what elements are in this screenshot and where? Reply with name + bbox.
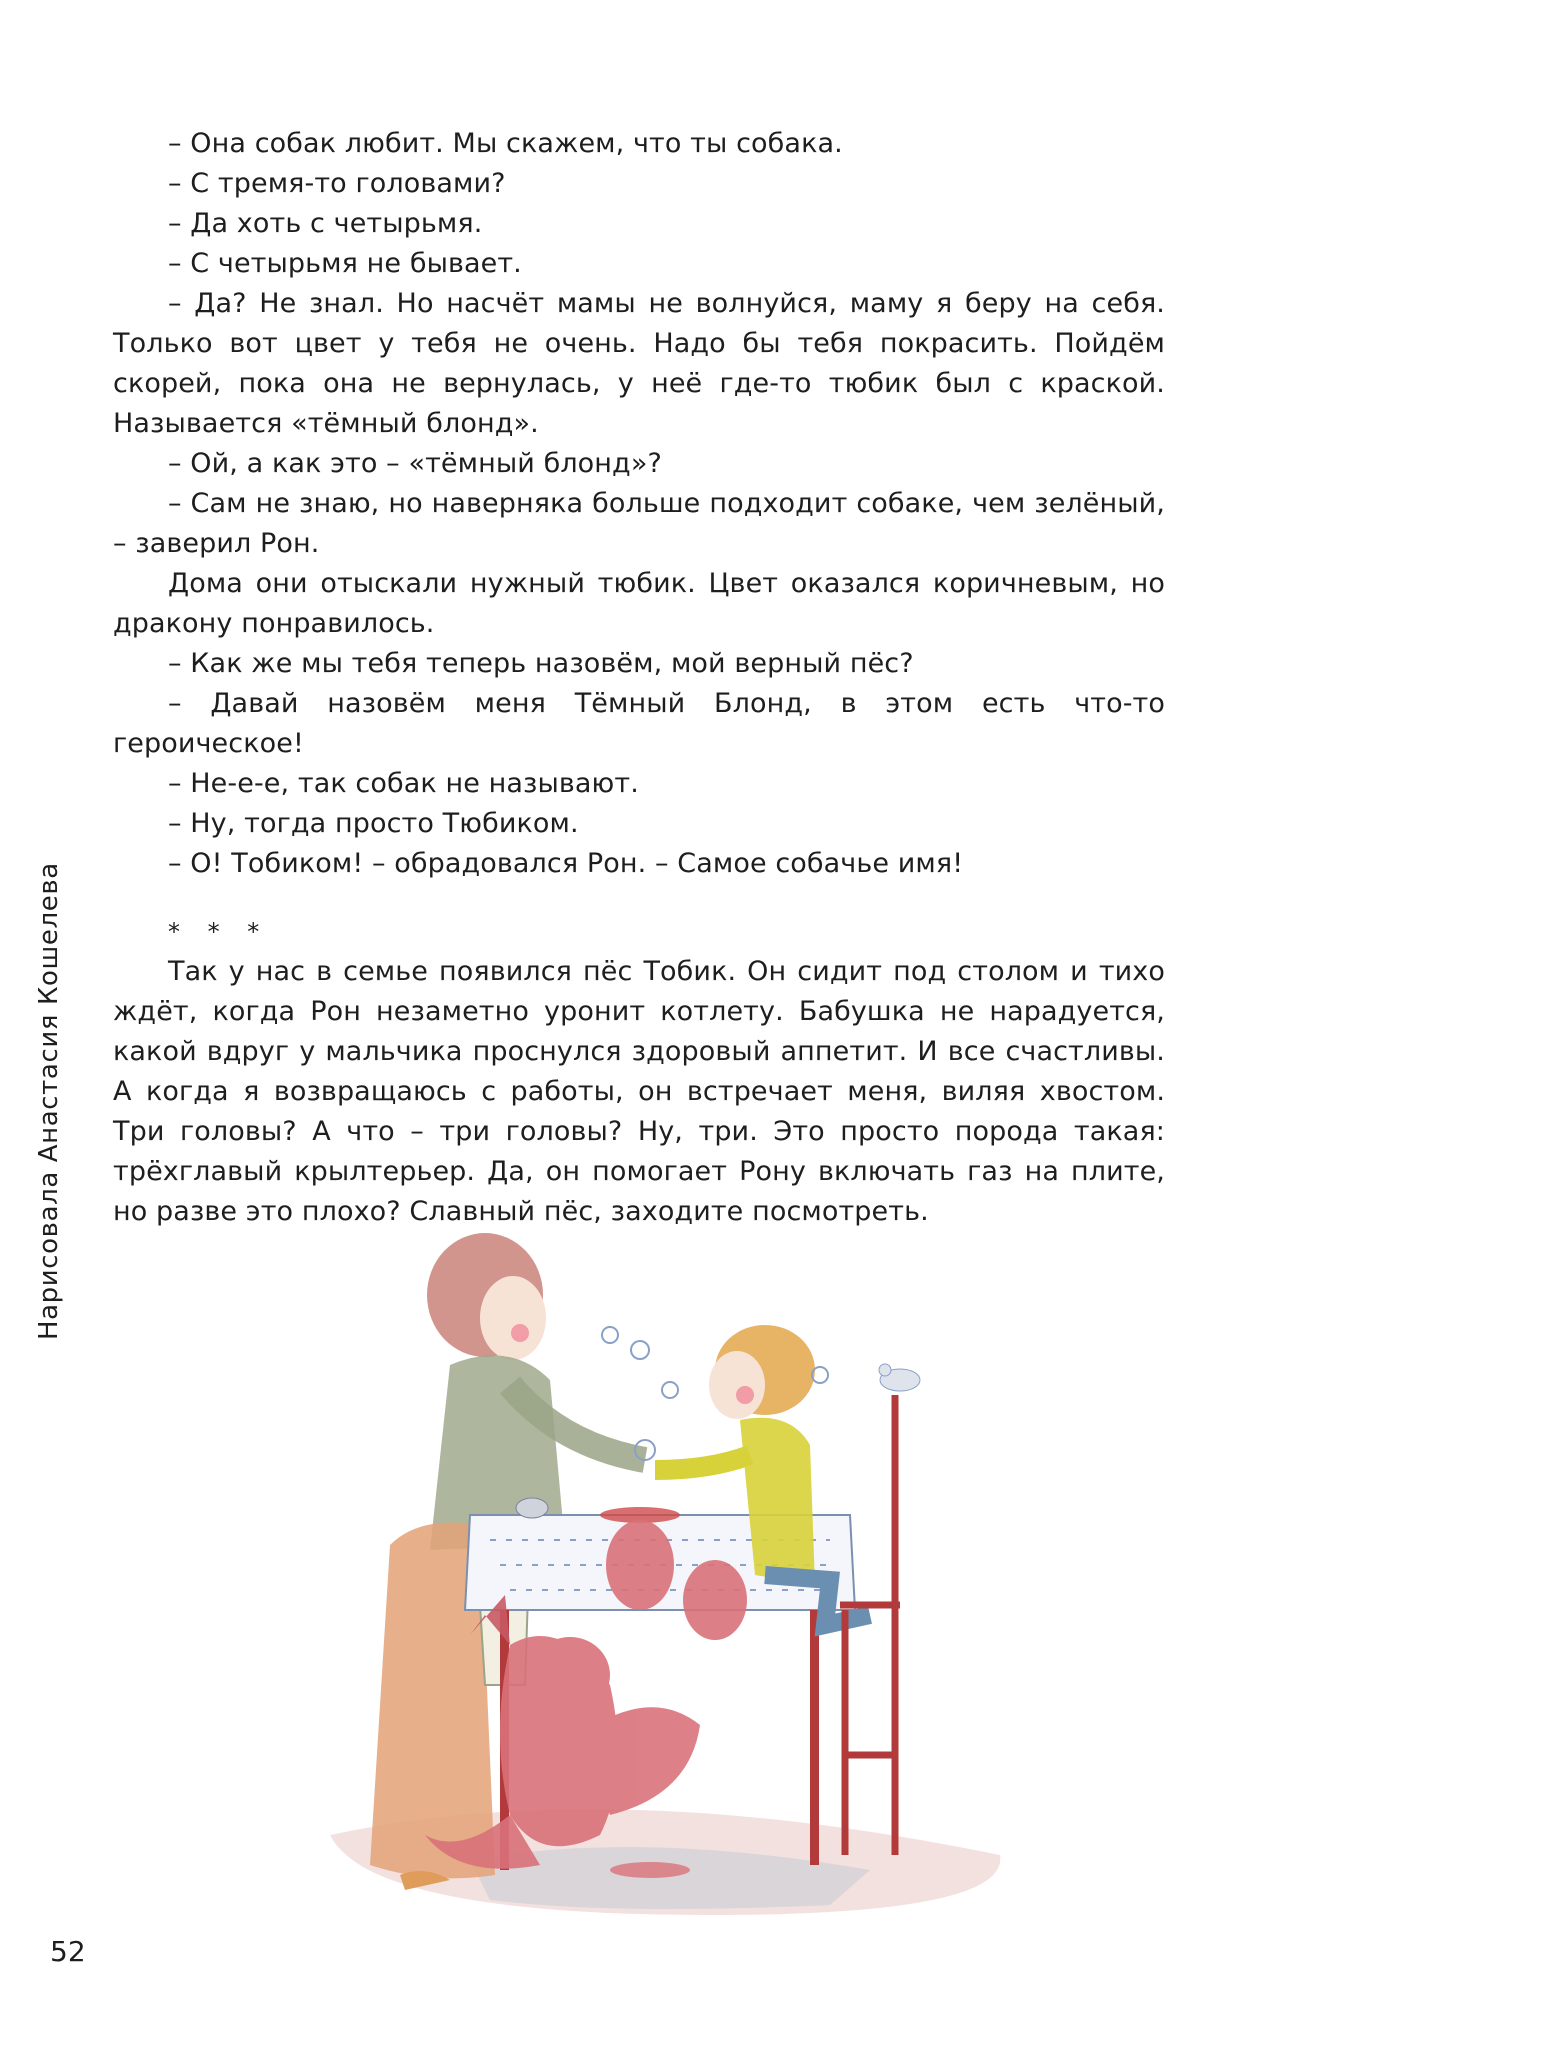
dragon-head-left bbox=[530, 1637, 610, 1713]
table-leg-right bbox=[810, 1610, 819, 1865]
dragon-head-middle bbox=[606, 1520, 674, 1610]
grandma-cheek bbox=[511, 1324, 529, 1342]
sugar-bowl bbox=[516, 1498, 548, 1518]
dialogue-line: – Сам не знаю, но наверняка больше подходит собаке, чем зелёный, – заверил Рон. bbox=[113, 488, 1165, 559]
dialogue-line: – О! Тобиком! – обрадовался Рон. – Самое собачье имя! bbox=[168, 848, 964, 879]
narration-paragraph: Дома они отыскали нужный тюбик. Цвет оказался коричневым, но дракону понравилось. bbox=[113, 568, 1165, 639]
section-separator: * * * bbox=[168, 918, 270, 946]
narration-paragraph: Так у нас в семье появился пёс Тобик. Он сидит под столом и тихо ждёт, когда Рон незаметно уронит котлету. Бабушка не нарадуется, какой вдруг у мальчика проснулся здоровый аппетит. И все счастливы. А когда я возвращаюсь с работы, он встречает меня, виляя хвостом. Три головы? А что – три головы? Ну, три. Это просто порода такая: трёхглавый крылтерьер. Да, он помогает Рону включать газ на плите, но разве это плохо? Славный пёс, заходите посмотреть. bbox=[113, 956, 1165, 1227]
illustration bbox=[310, 1215, 1030, 1915]
boy-arm bbox=[655, 1455, 750, 1470]
page-number: 52 bbox=[50, 1935, 86, 1968]
dragon-head-right bbox=[683, 1560, 747, 1640]
illustrator-credit: Нарисовала Анастасия Кошелева bbox=[34, 862, 64, 1340]
boy-cheek bbox=[736, 1386, 754, 1404]
main-text bbox=[113, 124, 1165, 1232]
dialogue-line: – Не-е-е, так собак не называют. bbox=[168, 768, 639, 799]
floor-plate bbox=[610, 1862, 690, 1878]
dialogue-line: – Давай назовём меня Тёмный Блонд, в этом есть что-то героическое! bbox=[113, 688, 1165, 759]
dialogue-line: – С тремя-то головами? bbox=[168, 168, 506, 199]
dialogue-line: – Ну, тогда просто Тюбиком. bbox=[168, 808, 579, 839]
dialogue-line: – Ой, а как это – «тёмный блонд»? bbox=[168, 448, 662, 479]
dialogue-line: – Да? Не знал. Но насчёт мамы не волнуйся, маму я беру на себя. Только вот цвет у тебя не очень. Надо бы тебя покрасить. Пойдём скорей, пока она не вернулась, у неё где-то тюбик был с краской. Называется «тёмный блонд». bbox=[113, 288, 1165, 439]
dialogue-line: – Как же мы тебя теперь назовём, мой верный пёс? bbox=[168, 648, 914, 679]
dialogue-line: – Да хоть с четырьмя. bbox=[168, 208, 483, 239]
grandma-face bbox=[480, 1276, 546, 1360]
bird-ornament bbox=[879, 1364, 920, 1391]
dialogue-line: – С четырьмя не бывает. bbox=[168, 248, 522, 279]
dialogue-line: – Она собак любит. Мы скажем, что ты собака. bbox=[168, 128, 843, 159]
boy-face bbox=[709, 1351, 765, 1419]
